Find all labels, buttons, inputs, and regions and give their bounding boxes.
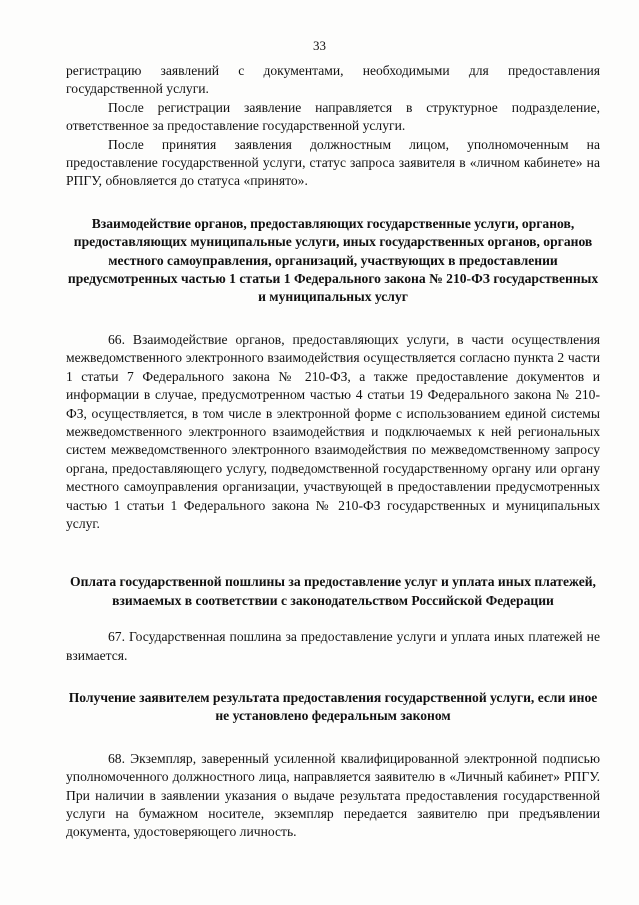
paragraph-registration: После регистрации заявление направляется в структурное подразделение, ответственное за предоставление государственной услуги. xyxy=(66,99,600,134)
document-body xyxy=(66,62,600,842)
paragraph-66: 66. Взаимодействие органов, предоставляющих услуги, в части осуществления межведомственного электронного взаимодействия осуществляется согласно пункта 2 части 1 статьи 7 Федерального закона № 210-ФЗ, а также предоставление документов и информации в случае, предусмотренном частью 4 статьи 19 Федерального закона № 210-ФЗ, осуществляется, в том числе в электронной форме с использованием единой системы межведомственного электронного взаимодействия и подключаемых к ней региональных систем межведомственного электронного взаимодействия по межведомственному запросу органа, предоставляющего услугу, подведомственной государственному органу или органу местного самоуправления организации, участвующей в предоставлении предусмотренных частью 1 статьи 1 Федерального закона № 210-ФЗ государственных и муниципальных услуг. xyxy=(66,331,600,531)
page-number: 33 xyxy=(313,38,326,53)
section-heading-fee: Оплата государственной пошлины за предоставление услуг и уплата иных платежей, взимаемых в соответствии с законодательством Российской Федерации xyxy=(70,574,596,608)
paragraph-continuation: регистрацию заявлений с документами, необходимыми для предоставления государственной услуги. xyxy=(66,63,600,97)
section-heading-result: Получение заявителем результата предоставления государственной услуги, если иное не установлено федеральным законом xyxy=(68,689,598,724)
paragraph-67: 67. Государственная пошлина за предоставление услуги и уплата иных платежей не взимается. xyxy=(66,629,600,663)
paragraph-68: 68. Экземпляр, заверенный усиленной квалифицированной электронной подписью уполномоченного должностного лица, направляется заявителю в «Личный кабинет» РПГУ. При наличии в заявлении указания о выдаче результата предоставления государственной услуги на бумажном носителе, экземпляр передается заявителю при предъявлении документа, удостоверяющего личность. xyxy=(66,750,600,840)
paragraph-status: После принятия заявления должностным лицом, уполномоченным на предоставление государственной услуги, статус запроса заявителя в «личном кабинете» на РПГУ, обновляется до статуса «принято». xyxy=(66,136,600,189)
section-heading-interaction: Взаимодействие органов, предоставляющих государственные услуги, органов, предоставляющих муниципальные услуги, иных государственных органов, органов местного самоуправления, организаций, участвующих в предоставлении предусмотренных частью 1 статьи 1 Федерального закона № 210-ФЗ государственных и муниципальных услуг xyxy=(67,215,599,305)
